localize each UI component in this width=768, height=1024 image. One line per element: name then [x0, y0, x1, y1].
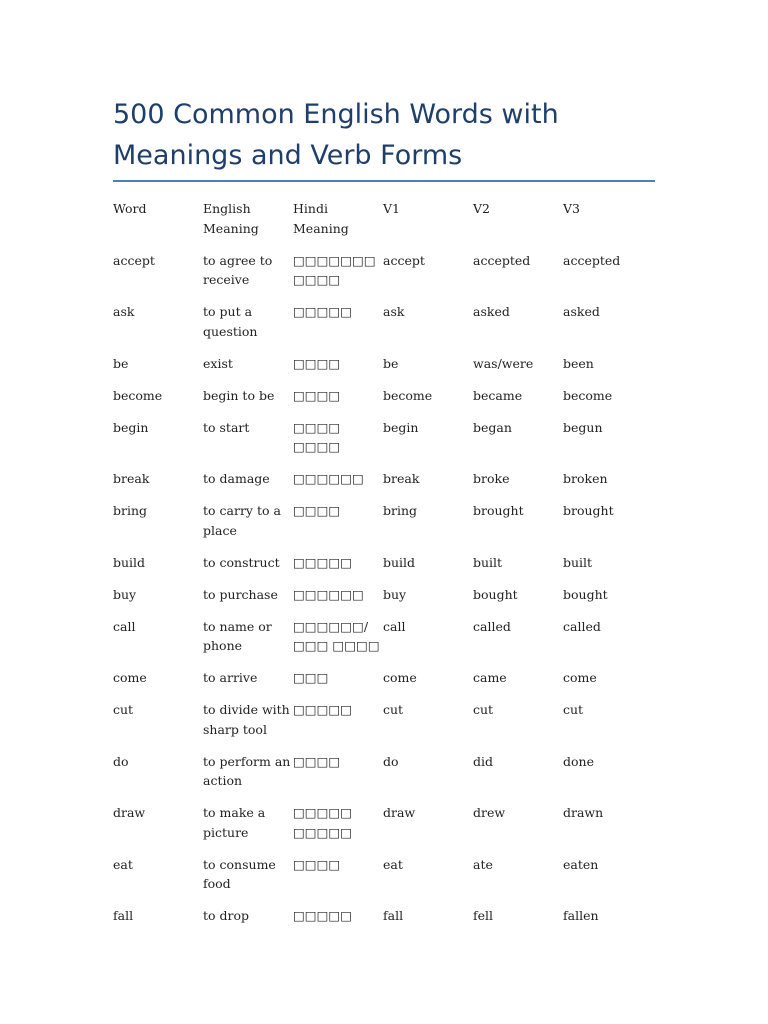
table-row	[113, 418, 653, 470]
cell-v2: drew	[473, 805, 506, 820]
cell-v2: broke	[473, 471, 510, 486]
cell-english-meaning: to agree to receive	[203, 252, 273, 287]
cell-english-meaning: to put a question	[203, 304, 258, 339]
cell-english-meaning: to consume food	[203, 856, 276, 891]
cell-v1: draw	[383, 805, 416, 820]
cell-word: build	[113, 554, 146, 570]
cell-v2: was/were	[473, 355, 534, 371]
header-v1: V1	[383, 201, 400, 216]
header-english-meaning: English Meaning	[203, 201, 259, 236]
header-word: Word	[113, 201, 147, 216]
cell-v3: called	[563, 618, 601, 634]
cell-v1: bring	[383, 503, 418, 518]
cell-hindi-meaning: □□□□□□□ □□□□	[293, 252, 376, 287]
title-underline	[113, 180, 655, 182]
cell-v1: cut	[383, 702, 404, 717]
cell-english-meaning: to arrive	[203, 670, 258, 685]
cell-v3: come	[563, 670, 597, 685]
cell-word: do	[113, 753, 129, 769]
cell-v2: became	[473, 387, 523, 403]
cell-v3: built	[563, 554, 593, 570]
cell-english-meaning: to purchase	[203, 586, 278, 602]
cell-v2: built	[473, 554, 503, 570]
cell-hindi-meaning: □□□□	[293, 387, 341, 403]
cell-v3: been	[563, 355, 594, 371]
cell-english-meaning: exist	[203, 355, 233, 371]
cell-v2: came	[473, 670, 507, 685]
word-table	[113, 199, 653, 938]
table-row	[113, 501, 653, 553]
cell-v3: brought	[563, 503, 614, 518]
cell-v3: drawn	[563, 805, 604, 820]
cell-v3: asked	[563, 304, 600, 319]
cell-hindi-meaning: □□□□	[293, 503, 341, 518]
cell-v2: bought	[473, 586, 518, 602]
table-row	[113, 585, 653, 617]
cell-v1: do	[383, 753, 399, 769]
cell-word: begin	[113, 419, 149, 435]
cell-word: be	[113, 355, 129, 371]
cell-v1: break	[383, 471, 420, 486]
cell-word: become	[113, 387, 163, 403]
cell-hindi-meaning: □□□□	[293, 753, 341, 769]
table-row	[113, 700, 653, 752]
header-v3: V3	[563, 201, 580, 216]
table-header-row	[113, 199, 653, 251]
cell-v3: eaten	[563, 856, 599, 872]
cell-hindi-meaning: □□□□	[293, 355, 341, 371]
cell-v3: begun	[563, 419, 603, 435]
cell-v2: cut	[473, 702, 494, 717]
cell-english-meaning: to damage	[203, 471, 270, 486]
cell-english-meaning: to make a picture	[203, 805, 266, 840]
table-row	[113, 617, 653, 669]
cell-v3: cut	[563, 702, 584, 717]
cell-english-meaning: to divide with sharp tool	[203, 702, 290, 737]
cell-v1: accept	[383, 252, 425, 268]
cell-v1: buy	[383, 586, 407, 602]
table-row	[113, 668, 653, 700]
cell-hindi-meaning: □□□□□□	[293, 586, 364, 602]
cell-english-meaning: to carry to a place	[203, 503, 281, 538]
cell-hindi-meaning: □□□□□	[293, 908, 353, 923]
cell-english-meaning: begin to be	[203, 387, 275, 403]
cell-word: bring	[113, 503, 148, 518]
cell-v2: fell	[473, 908, 494, 923]
table-row	[113, 803, 653, 855]
cell-v1: be	[383, 355, 399, 371]
cell-v3: become	[563, 387, 613, 403]
table-row	[113, 302, 653, 354]
table-row	[113, 553, 653, 585]
cell-word: break	[113, 471, 150, 486]
header-hindi-meaning: Hindi Meaning	[293, 201, 349, 236]
cell-v3: accepted	[563, 252, 621, 268]
cell-v3: bought	[563, 586, 608, 602]
cell-v1: ask	[383, 304, 405, 319]
table-row	[113, 752, 653, 804]
cell-v1: begin	[383, 419, 419, 435]
table-row	[113, 906, 653, 938]
cell-word: draw	[113, 805, 146, 820]
cell-english-meaning: to perform an action	[203, 753, 291, 788]
cell-hindi-meaning: □□□□□□	[293, 471, 364, 486]
cell-v1: eat	[383, 856, 403, 872]
header-v2: V2	[473, 201, 490, 216]
table-row	[113, 469, 653, 501]
cell-hindi-meaning: □□□□□	[293, 304, 353, 319]
cell-v1: become	[383, 387, 433, 403]
cell-english-meaning: to start	[203, 419, 250, 435]
cell-v2: called	[473, 618, 511, 634]
cell-v3: broken	[563, 471, 608, 486]
cell-hindi-meaning: □□□□□	[293, 702, 353, 717]
cell-hindi-meaning: □□□	[293, 670, 329, 685]
cell-hindi-meaning: □□□□□	[293, 554, 353, 570]
cell-english-meaning: to construct	[203, 554, 280, 570]
cell-hindi-meaning: □□□□□ □□□□□	[293, 805, 353, 840]
page-title: 500 Common English Words with Meanings and Verb Forms	[113, 99, 559, 171]
cell-word: ask	[113, 304, 135, 319]
table-row	[113, 251, 653, 303]
cell-hindi-meaning: □□□□	[293, 856, 341, 872]
cell-word: buy	[113, 586, 137, 602]
cell-v2: brought	[473, 503, 524, 518]
table-row	[113, 386, 653, 418]
cell-v1: come	[383, 670, 417, 685]
cell-english-meaning: to drop	[203, 908, 250, 923]
cell-word: come	[113, 670, 147, 685]
cell-v1: call	[383, 618, 406, 634]
table-row	[113, 855, 653, 907]
cell-word: call	[113, 618, 136, 634]
cell-word: eat	[113, 856, 133, 872]
cell-word: accept	[113, 252, 155, 268]
cell-word: fall	[113, 908, 134, 923]
cell-v1: fall	[383, 908, 404, 923]
cell-v3: fallen	[563, 908, 599, 923]
cell-v2: did	[473, 753, 494, 769]
cell-v1: build	[383, 554, 416, 570]
cell-word: cut	[113, 702, 134, 717]
cell-v2: began	[473, 419, 512, 435]
cell-v2: asked	[473, 304, 510, 319]
cell-v2: ate	[473, 856, 493, 872]
table-row	[113, 354, 653, 386]
cell-hindi-meaning: □□□□ □□□□	[293, 419, 341, 454]
cell-v3: done	[563, 753, 594, 769]
cell-hindi-meaning: □□□□□□/ □□□ □□□□	[293, 618, 380, 653]
cell-english-meaning: to name or phone	[203, 618, 272, 653]
cell-v2: accepted	[473, 252, 531, 268]
